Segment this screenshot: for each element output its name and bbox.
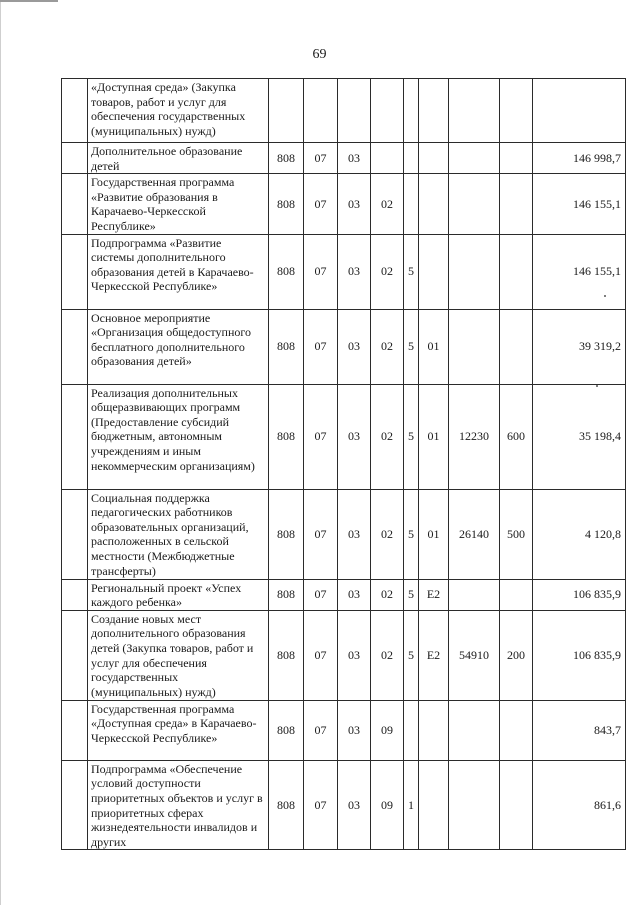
section-cell: 07 (304, 579, 338, 610)
program-cell: 02 (371, 234, 404, 309)
expense-type-cell: 600 (500, 384, 533, 489)
row-number-cell (62, 489, 88, 579)
program-cell: 09 (371, 700, 404, 760)
subsection-cell: 03 (338, 489, 371, 579)
budget-table (61, 78, 626, 850)
subprogram-cell: 5 (404, 384, 419, 489)
name-cell: Создание новых мест дополнительного образования детей (Закупка товаров, работ и услуг для обеспечения государственных (муниципальных) нужд) (88, 610, 269, 700)
expense-type-cell (500, 143, 533, 174)
subsection-cell: 03 (338, 384, 371, 489)
subsection-cell: 03 (338, 309, 371, 384)
expense-type-cell: 500 (500, 489, 533, 579)
main-activity-cell: 01 (419, 309, 449, 384)
section-cell: 07 (304, 700, 338, 760)
row-number-cell (62, 610, 88, 700)
program-cell: 02 (371, 384, 404, 489)
admin-code-cell: 808 (269, 579, 304, 610)
name-cell: Основное мероприятие «Организация общедоступного бесплатного дополнительного образования детей» (88, 309, 269, 384)
main-activity-cell: E2 (419, 610, 449, 700)
subprogram-cell: 5 (404, 489, 419, 579)
main-activity-cell (419, 760, 449, 850)
main-activity-cell (419, 234, 449, 309)
subsection-cell: 03 (338, 143, 371, 174)
table-row (62, 610, 626, 700)
subsection-cell: 03 (338, 610, 371, 700)
table-row (62, 79, 626, 143)
subprogram-cell: 1 (404, 760, 419, 850)
scan-speck (596, 385, 598, 387)
program-cell: 02 (371, 489, 404, 579)
subsection-cell: 03 (338, 579, 371, 610)
row-number-cell (62, 700, 88, 760)
page-number: 69 (312, 47, 327, 62)
admin-code-cell: 808 (269, 384, 304, 489)
main-activity-cell (419, 79, 449, 143)
section-cell: 07 (304, 309, 338, 384)
amount-cell: 4 120,8 (533, 489, 626, 579)
row-number-cell (62, 384, 88, 489)
section-cell: 07 (304, 384, 338, 489)
table-row (62, 760, 626, 850)
amount-cell: 39 319,2 (533, 309, 626, 384)
program-cell: 02 (371, 309, 404, 384)
row-number-cell (62, 79, 88, 143)
name-cell: Дополнительное образование детей (88, 143, 269, 174)
amount-cell: 146 155,1 (533, 174, 626, 234)
subprogram-cell: 5 (404, 610, 419, 700)
amount-cell: 843,7 (533, 700, 626, 760)
direction-cell: 54910 (449, 610, 500, 700)
row-number-cell (62, 174, 88, 234)
direction-cell (449, 700, 500, 760)
name-cell: «Доступная среда» (Закупка товаров, работ и услуг для обеспечения государственных (муниципальных) нужд) (88, 79, 269, 143)
admin-code-cell (269, 79, 304, 143)
table-row (62, 234, 626, 309)
row-number-cell (62, 760, 88, 850)
section-cell: 07 (304, 610, 338, 700)
amount-cell: 106 835,9 (533, 610, 626, 700)
subsection-cell: 03 (338, 174, 371, 234)
table-row (62, 143, 626, 174)
table-row (62, 174, 626, 234)
admin-code-cell: 808 (269, 760, 304, 850)
program-cell: 02 (371, 610, 404, 700)
program-cell (371, 79, 404, 143)
name-cell: Подпрограмма «Обеспечение условий доступности приоритетных объектов и услуг в приоритетных сферах жизнедеятельности инвалидов и других (88, 760, 269, 850)
direction-cell (449, 143, 500, 174)
amount-cell: 861,6 (533, 760, 626, 850)
expense-type-cell (500, 234, 533, 309)
main-activity-cell (419, 700, 449, 760)
subprogram-cell (404, 79, 419, 143)
section-cell: 07 (304, 234, 338, 309)
subprogram-cell: 5 (404, 579, 419, 610)
section-cell: 07 (304, 760, 338, 850)
expense-type-cell: 200 (500, 610, 533, 700)
direction-cell: 26140 (449, 489, 500, 579)
table-row (62, 384, 626, 489)
direction-cell (449, 579, 500, 610)
expense-type-cell (500, 760, 533, 850)
expense-type-cell (500, 579, 533, 610)
table-row (62, 489, 626, 579)
subsection-cell: 03 (338, 700, 371, 760)
direction-cell (449, 309, 500, 384)
name-cell: Подпрограмма «Развитие системы дополнительного образования детей в Карачаево-Черкесской Республике» (88, 234, 269, 309)
main-activity-cell (419, 143, 449, 174)
admin-code-cell: 808 (269, 174, 304, 234)
program-cell: 02 (371, 579, 404, 610)
main-activity-cell: E2 (419, 579, 449, 610)
admin-code-cell: 808 (269, 143, 304, 174)
admin-code-cell: 808 (269, 610, 304, 700)
direction-cell (449, 234, 500, 309)
program-cell: 02 (371, 174, 404, 234)
name-cell: Социальная поддержка педагогических работников образовательных организаций, расположенных в сельской местности (Межбюджетные трансферты) (88, 489, 269, 579)
scan-speck (604, 295, 606, 297)
section-cell: 07 (304, 143, 338, 174)
program-cell: 09 (371, 760, 404, 850)
subsection-cell: 03 (338, 234, 371, 309)
admin-code-cell: 808 (269, 234, 304, 309)
program-cell (371, 143, 404, 174)
section-cell: 07 (304, 174, 338, 234)
row-number-cell (62, 143, 88, 174)
row-number-cell (62, 234, 88, 309)
table-row (62, 309, 626, 384)
amount-cell (533, 79, 626, 143)
admin-code-cell: 808 (269, 489, 304, 579)
direction-cell (449, 79, 500, 143)
name-cell: Реализация дополнительных общеразвивающих программ (Предоставление субсидий бюджетным, автономным учреждениям и иным некоммерческим организациям) (88, 384, 269, 489)
direction-cell: 12230 (449, 384, 500, 489)
scan-top-mark (0, 0, 58, 2)
subprogram-cell (404, 143, 419, 174)
main-activity-cell (419, 174, 449, 234)
amount-cell: 106 835,9 (533, 579, 626, 610)
expense-type-cell (500, 700, 533, 760)
scan-margin-line (0, 0, 9, 905)
main-activity-cell: 01 (419, 489, 449, 579)
expense-type-cell (500, 79, 533, 143)
name-cell: Региональный проект «Успех каждого ребенка» (88, 579, 269, 610)
subprogram-cell (404, 700, 419, 760)
direction-cell (449, 174, 500, 234)
subprogram-cell (404, 174, 419, 234)
amount-cell: 35 198,4 (533, 384, 626, 489)
subprogram-cell: 5 (404, 309, 419, 384)
section-cell: 07 (304, 489, 338, 579)
main-activity-cell: 01 (419, 384, 449, 489)
table-body (62, 79, 626, 850)
name-cell: Государственная программа «Доступная среда» в Карачаево-Черкесской Республике» (88, 700, 269, 760)
subprogram-cell: 5 (404, 234, 419, 309)
amount-cell: 146 155,1 (533, 234, 626, 309)
row-number-cell (62, 579, 88, 610)
table-row (62, 579, 626, 610)
subsection-cell: 03 (338, 760, 371, 850)
table-row (62, 700, 626, 760)
direction-cell (449, 760, 500, 850)
expense-type-cell (500, 309, 533, 384)
section-cell (304, 79, 338, 143)
subsection-cell (338, 79, 371, 143)
expense-type-cell (500, 174, 533, 234)
name-cell: Государственная программа «Развитие образования в Карачаево-Черкесской Республике» (88, 174, 269, 234)
admin-code-cell: 808 (269, 309, 304, 384)
amount-cell: 146 998,7 (533, 143, 626, 174)
admin-code-cell: 808 (269, 700, 304, 760)
row-number-cell (62, 309, 88, 384)
